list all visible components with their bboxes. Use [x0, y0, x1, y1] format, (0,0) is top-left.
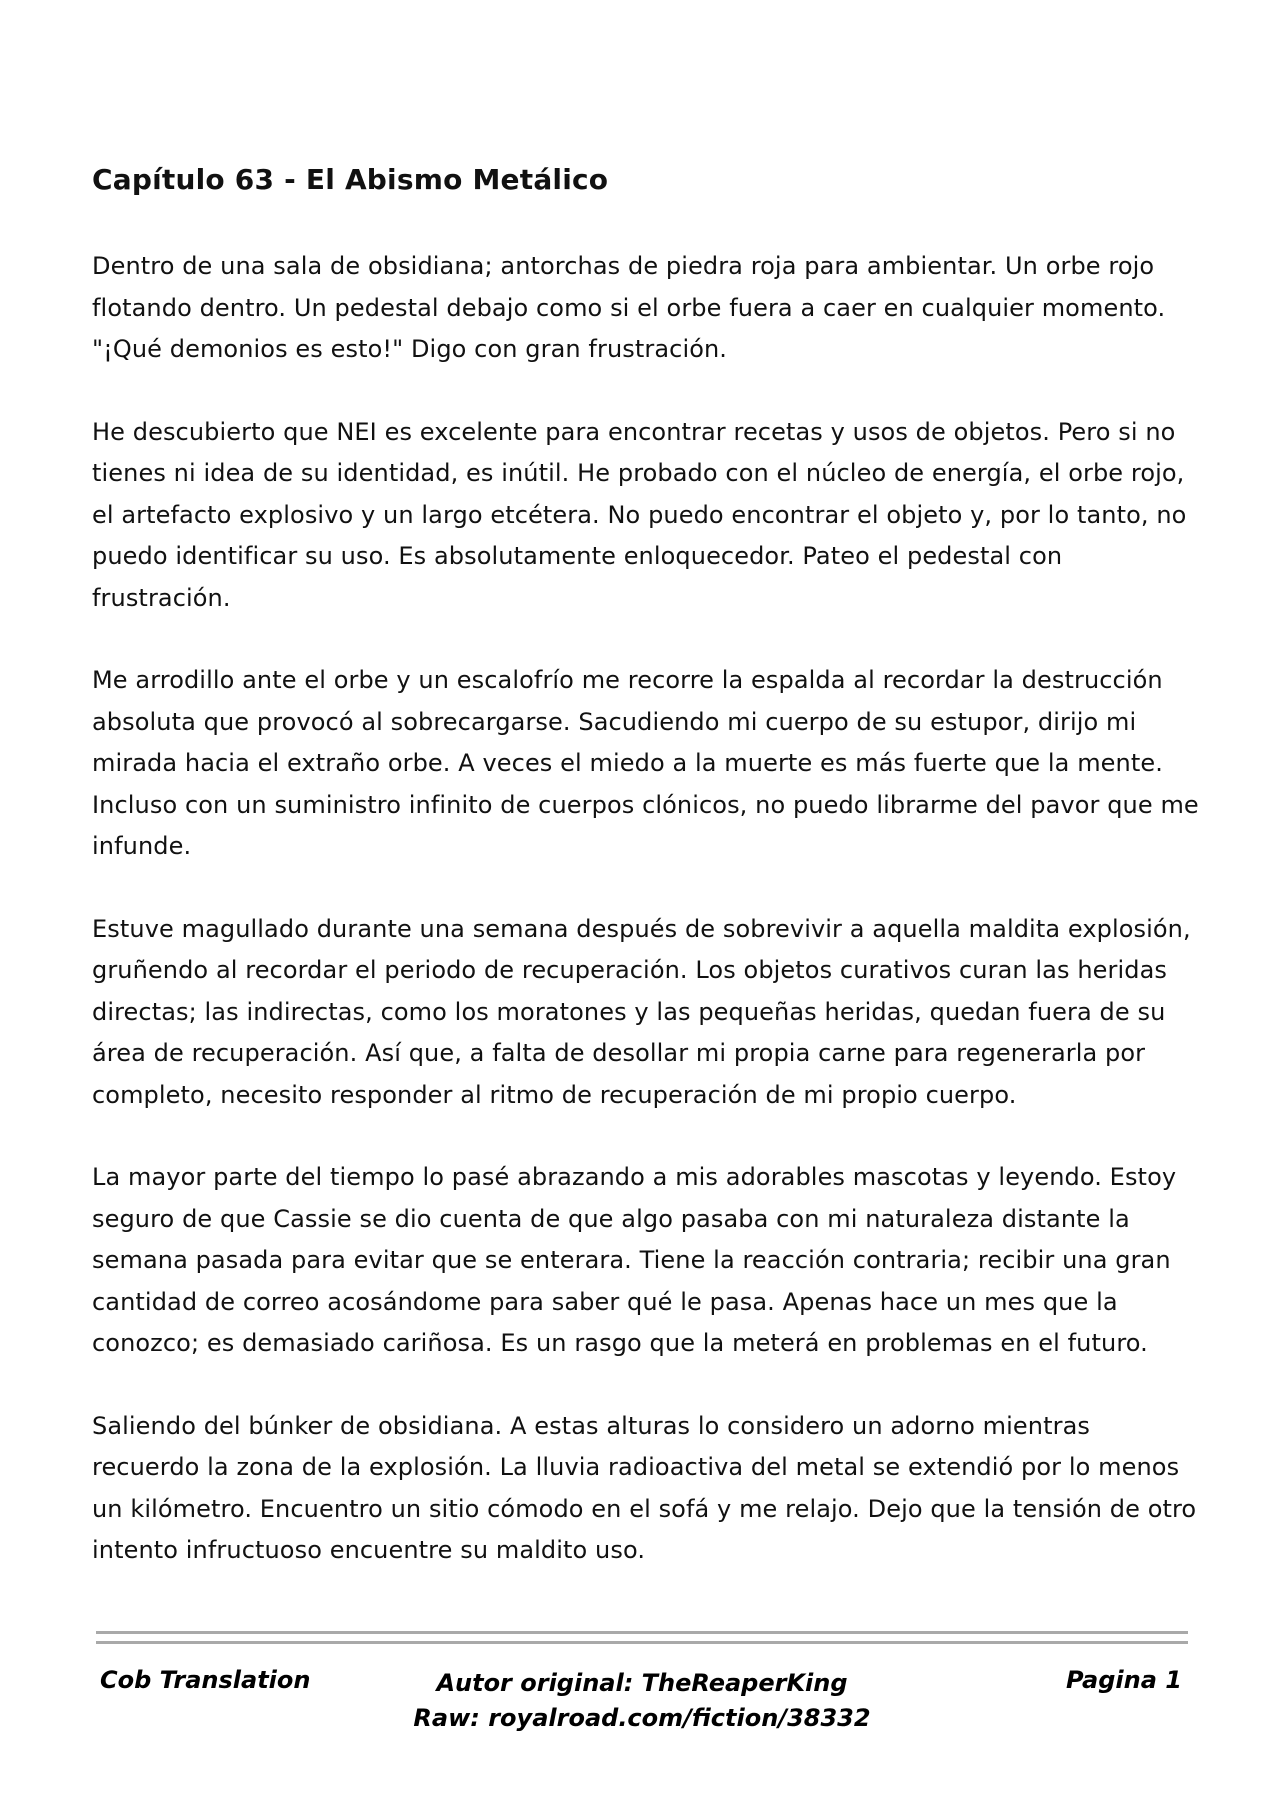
footer-page-number: Pagina 1: [1066, 1666, 1182, 1694]
paragraph-3: Me arrodillo ante el orbe y un escalofrío me recorre la espalda al recordar la destrucción absoluta que provocó al sobrecargarse. Sacudiendo mi cuerpo de su estupor, dirijo mi mirada hacia el extraño orbe. A veces el miedo a la muerte es más fuerte que la mente. Incluso con un suministro infinito de cuerpos clónicos, no puedo librarme del pavor que me infunde.: [92, 666, 1199, 860]
footer-raw-link: Raw: royalroad.com/fiction/38332: [413, 1704, 871, 1732]
paragraph-6: Saliendo del búnker de obsidiana. A estas alturas lo considero un adorno mientras recuerdo la zona de la explosión. La lluvia radioactiva del metal se extendió por lo menos un kilómetro. Encuentro un sitio cómodo en el sofá y me relajo. Dejo que la tensión de otro intento infructuoso encuentre su maldito uso.: [92, 1411, 1197, 1564]
chapter-title: Capítulo 63 - El Abismo Metálico: [92, 163, 609, 196]
footer-divider-top: [96, 1631, 1188, 1634]
footer-credits: [96, 1666, 1188, 1736]
footer-divider-bottom: [96, 1641, 1188, 1644]
paragraph-2: He descubierto que NEI es excelente para encontrar recetas y usos de objetos. Pero si no tienes ni idea de su identidad, es inútil. He probado con el núcleo de energía, el orbe rojo, el artefacto explosivo y un largo etcétera. No puedo encontrar el objeto y, por lo tanto, no puedo identificar su uso. Es absolutamente enloquecedor. Pateo el pedestal con frustración.: [92, 417, 1187, 612]
document-body: [92, 158, 1202, 1613]
paragraph-5: La mayor parte del tiempo lo pasé abrazando a mis adorables mascotas y leyendo. Estoy seguro de que Cassie se dio cuenta de que algo pasaba con mi naturaleza distante la semana pasada para evitar que se enterara. Tiene la reacción contraria; recibir una gran cantidad de correo acosándome para saber qué le pasa. Apenas hace un mes que la conozco; es demasiado cariñosa. Es un rasgo que la meterá en problemas en el futuro.: [92, 1163, 1177, 1357]
footer-translator: Cob Translation: [100, 1666, 311, 1694]
footer-original-author: Autor original: TheReaperKing: [436, 1669, 848, 1697]
paragraph-4: Estuve magullado durante una semana después de sobrevivir a aquella maldita explosión, gruñendo al recordar el periodo de recuperación. Los objetos curativos curan las heridas directas; las indirectas, como los moratones y las pequeñas heridas, quedan fuera de su área de recuperación. Así que, a falta de desollar mi propia carne para regenerarla por completo, necesito responder al ritmo de recuperación de mi propio cuerpo.: [92, 914, 1191, 1109]
paragraph-1: Dentro de una sala de obsidiana; antorchas de piedra roja para ambientar. Un orbe rojo flotando dentro. Un pedestal debajo como si el orbe fuera a caer en cualquier momento. "¡Qué demonios es esto!" Digo con gran frustración.: [92, 252, 1166, 363]
